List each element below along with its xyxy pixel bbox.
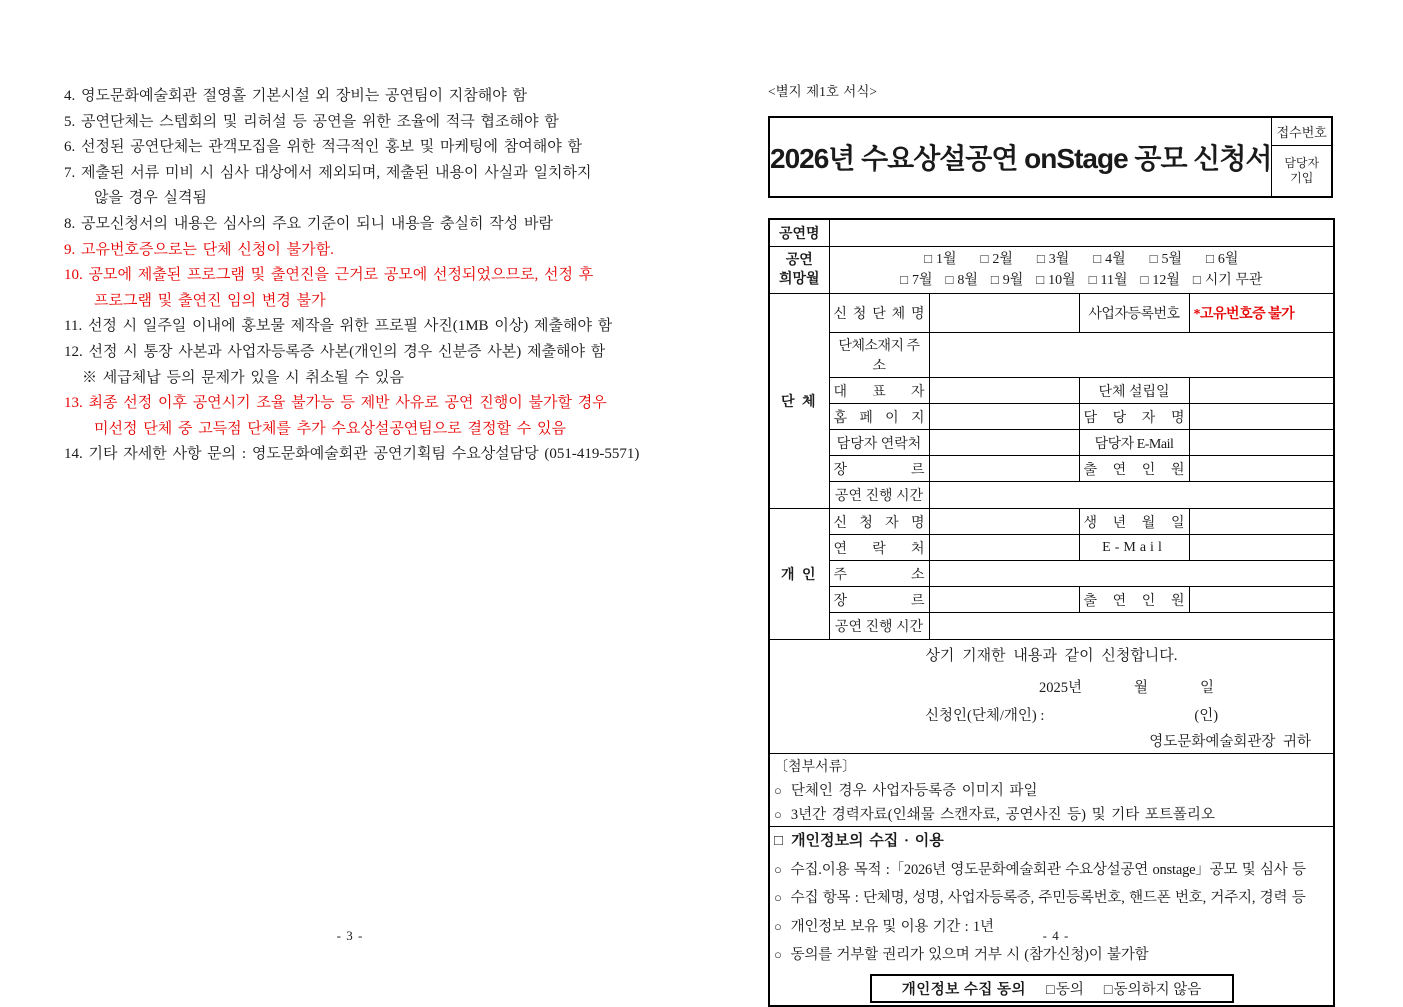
org-homepage-input[interactable]	[929, 404, 1079, 430]
checkbox-icon: □	[1046, 982, 1055, 998]
privacy-item	[774, 886, 1329, 907]
list-item: 11. 선정 시 일주일 이내에 홍보물 제작을 위한 프로필 사진(1MB 이상) 제출해야 함	[64, 318, 613, 335]
org-manager-label: 담 당 자 명	[1079, 404, 1189, 430]
wish-month-label	[769, 247, 829, 294]
month-label: 1월	[935, 252, 957, 267]
list-item: 5. 공연단체는 스텝회의 및 리허설 등 공연을 위한 조율에 적극 협조해야 함	[64, 113, 559, 130]
checkbox-icon: □	[924, 251, 932, 266]
circle-bullet-icon: ○	[774, 861, 782, 877]
privacy-item-text: 개인정보 보유 및 이용 기간 : 1년	[790, 918, 994, 935]
month-label: 8월	[957, 273, 978, 288]
privacy-header	[774, 829, 1329, 850]
list-item-continuation-highlighted: 프로그램 및 출연진 임의 변경 불가	[94, 292, 326, 309]
privacy-item-text: 수집 항목 : 단체명, 성명, 사업자등록증, 주민등록번호, 핸드폰 번호, 거주지, 경력 등	[790, 890, 1306, 906]
ind-address-label: 주 소	[829, 561, 929, 587]
signature-applicant-line	[774, 704, 1329, 725]
list-item: 7. 제출된 서류 미비 시 심사 대상에서 제외되며, 제출된 내용이 사실과 일치하지	[64, 164, 592, 181]
month-checkbox-mar[interactable]	[1037, 249, 1069, 270]
org-genre-input[interactable]	[929, 456, 1079, 482]
ind-birth-input[interactable]	[1189, 509, 1334, 535]
show-name-label: 공연명	[769, 219, 829, 247]
wish-month-label-line1: 공연	[785, 253, 813, 268]
privacy-item-text: 수집.이용 목적 :「2026년 영도문화예술회관 수요상설공연 onstage」공모 및 심사 등	[790, 861, 1306, 878]
circle-bullet-icon: ○	[774, 807, 782, 822]
form-annex-note: <별지 제1호 서식>	[768, 84, 877, 99]
page-3	[64, 84, 684, 468]
org-manager-input[interactable]	[1189, 404, 1334, 430]
attachment-item-text: 3년간 경력자료(인쇄물 스캔자료, 공연사진 등) 및 기타 포트폴리오	[790, 807, 1215, 823]
month-checkbox-dec[interactable]	[1141, 270, 1180, 291]
wish-month-label-line2: 희망월	[778, 272, 820, 287]
checkbox-icon: □	[1088, 272, 1097, 287]
org-biz-reg-note: *고유번호증 불가	[1189, 294, 1334, 333]
month-checkbox-sep[interactable]	[991, 270, 1023, 291]
ind-email-label: E-Mail	[1079, 535, 1189, 561]
month-label: 2월	[992, 252, 1013, 267]
month-row-2	[834, 270, 1330, 291]
list-item: 6. 선정된 공연단체는 관객모집을 위한 적극적인 홍보 및 마케팅에 참여해야 함	[64, 139, 582, 156]
org-homepage-label: 홈 페 이 지	[829, 404, 929, 430]
consent-label: 개인정보 수집 동의	[901, 982, 1027, 998]
signature-seal-mark: (인)	[1194, 708, 1219, 724]
month-checkbox-jan[interactable]	[924, 249, 956, 270]
month-label: 12월	[1152, 273, 1180, 288]
attachments-header: 〔첨부서류〕	[774, 760, 857, 775]
list-item-note: ※ 세급체납 등의 문제가 있을 시 취소될 수 있음	[82, 369, 404, 386]
form-header-right	[1272, 118, 1331, 196]
group-label-organization: 단 체	[769, 294, 829, 509]
month-label: 11월	[1100, 273, 1128, 288]
signature-date-year: 2025년	[1038, 680, 1082, 696]
attachments-block	[769, 754, 1334, 827]
consent-disagree-checkbox[interactable]	[1104, 978, 1201, 999]
group-label-individual: 개 인	[769, 509, 829, 640]
list-item: 4. 영도문화예술회관 절영홀 기본시설 외 장비는 공연팀이 지참해야 함	[64, 88, 527, 104]
checkbox-icon: □	[900, 272, 908, 287]
month-checkbox-feb[interactable]	[980, 249, 1012, 270]
ind-address-input[interactable]	[929, 561, 1334, 587]
signature-field[interactable]	[1044, 704, 1194, 725]
checkbox-icon: □	[980, 251, 989, 266]
month-label: 6월	[1217, 252, 1239, 267]
attachment-item	[774, 803, 1329, 824]
month-checkbox-may[interactable]	[1150, 249, 1182, 270]
list-item: 8. 공모신청서의 내용은 심사의 주요 기준이 되니 내용을 충실히 작성 바람	[64, 215, 553, 232]
staff-entry-cell	[1272, 146, 1331, 196]
checkbox-icon: □	[1206, 251, 1214, 266]
privacy-block	[769, 827, 1334, 1007]
org-founded-label: 단체 설립일	[1079, 378, 1189, 404]
signature-applicant-prefix: 신청인(단체/개인) :	[924, 708, 1045, 724]
list-item-highlighted: 10. 공모에 제출된 프로그램 및 출연진을 근거로 공모에 선정되었으므로, 선정 후	[64, 267, 594, 284]
list-item: 12. 선정 시 통장 사본과 사업자등록증 사본(개인의 경우 신분증 사본) 제출해야 함	[64, 343, 606, 360]
staff-entry-line1: 담당자	[1284, 156, 1320, 170]
show-name-input[interactable]	[829, 219, 1334, 247]
attachment-item-text: 단체인 경우 사업자등록증 이미지 파일	[790, 783, 1038, 799]
list-item-highlighted: 9. 고유번호증으로는 단체 신청이 불가함.	[64, 241, 334, 258]
ind-name-input[interactable]	[929, 509, 1079, 535]
consent-agree-checkbox[interactable]	[1046, 978, 1084, 999]
checkbox-icon: □	[990, 272, 999, 287]
checkbox-icon: □	[1103, 982, 1113, 998]
month-row-1	[834, 249, 1330, 270]
month-checkbox-apr[interactable]	[1093, 249, 1125, 270]
month-label: 4월	[1105, 252, 1126, 267]
list-item-continuation: 않을 경우 실격됨	[94, 190, 207, 207]
org-duration-input[interactable]	[929, 482, 1334, 509]
application-form-table	[768, 218, 1335, 1007]
list-item: 14. 기타 자세한 사항 문의 : 영도문화예술회관 공연기획팀 수요상설담당 (051-419-5571)	[64, 446, 640, 463]
ind-genre-label: 장 르	[829, 587, 929, 613]
month-label: 9월	[1002, 273, 1024, 288]
signature-date-day: 일	[1200, 680, 1215, 696]
month-checkbox-jul[interactable]	[900, 270, 932, 291]
consent-disagree-label: 동의하지 않음	[1113, 982, 1202, 998]
staff-entry-line2: 기입	[1290, 171, 1314, 185]
org-founded-input[interactable]	[1189, 378, 1334, 404]
month-checkbox-oct[interactable]	[1036, 270, 1075, 291]
org-name-input[interactable]	[929, 294, 1079, 333]
signature-date-month: 월	[1133, 680, 1148, 696]
ind-contact-input[interactable]	[929, 535, 1079, 561]
ind-duration-label: 공연 진행 시간	[829, 613, 929, 640]
attachment-item	[774, 779, 1329, 800]
signature-statement: 상기 기재한 내용과 같이 신청합니다.	[925, 648, 1178, 664]
month-label: 3월	[1048, 252, 1070, 267]
circle-bullet-icon: ○	[774, 890, 782, 905]
privacy-item	[774, 858, 1329, 879]
circle-bullet-icon: ○	[774, 947, 782, 962]
org-genre-label: 장 르	[829, 456, 929, 482]
month-label: 시기 무관	[1204, 273, 1263, 288]
month-label: 10월	[1048, 273, 1076, 288]
checkbox-icon: □	[1036, 251, 1045, 266]
list-item-continuation-highlighted: 미선정 단체 중 고득점 단체를 추가 수요상설공연팀으로 결정할 수 있음	[94, 420, 566, 437]
org-manager-email-label: 담당자 E-Mail	[1079, 430, 1189, 456]
receipt-number-label: 접수번호	[1272, 118, 1331, 146]
org-manager-email-input[interactable]	[1189, 430, 1334, 456]
month-label: 7월	[911, 273, 933, 288]
checkbox-icon: □	[945, 272, 954, 287]
page-4	[768, 80, 1340, 1007]
circle-bullet-icon: ○	[774, 783, 782, 798]
list-item-highlighted: 13. 최종 선정 이후 공연시기 조율 불가능 등 제반 사유로 공연 진행이 불가할 경우	[64, 395, 607, 412]
checkbox-icon: □	[1036, 272, 1045, 287]
org-representative-label: 대 표 자	[829, 378, 929, 404]
ind-contact-label: 연 락 처	[829, 535, 929, 561]
form-header	[768, 116, 1333, 198]
privacy-header-text: 개인정보의 수집 · 이용	[791, 833, 944, 849]
org-cast-count-label: 출 연 인 원	[1079, 456, 1189, 482]
page-number-3: - 3 -	[336, 928, 364, 943]
ind-duration-input[interactable]	[929, 613, 1334, 640]
signature-recipient: 영도문화예술회관장 귀하	[1149, 734, 1311, 750]
privacy-item	[774, 943, 1329, 964]
org-address-label: 단체소재지 주소	[829, 333, 929, 378]
signature-block	[769, 640, 1334, 754]
org-address-input[interactable]	[929, 333, 1334, 378]
signature-date	[774, 676, 1329, 697]
checkbox-icon: □	[1192, 272, 1201, 287]
checkbox-icon: □	[1140, 272, 1149, 287]
org-manager-contact-input[interactable]	[929, 430, 1079, 456]
wish-month-cell	[829, 247, 1334, 294]
circle-bullet-icon: ○	[774, 918, 782, 934]
ind-email-input[interactable]	[1189, 535, 1334, 561]
ind-genre-input[interactable]	[929, 587, 1079, 613]
page-number-4: - 4 -	[1042, 928, 1070, 943]
org-biz-reg-label: 사업자등록번호	[1079, 294, 1189, 333]
consent-box	[870, 974, 1234, 1003]
consent-agree-label: 동의	[1055, 982, 1084, 998]
org-name-label: 신 청 단 체 명	[829, 294, 929, 333]
org-manager-contact-label: 담당자 연락처	[829, 430, 929, 456]
org-representative-input[interactable]	[929, 378, 1079, 404]
month-checkbox-nov[interactable]	[1089, 270, 1128, 291]
checkbox-icon: □	[1149, 251, 1158, 266]
month-checkbox-jun[interactable]	[1206, 249, 1238, 270]
privacy-item-text: 동의를 거부할 권리가 있으며 거부 시 (참가신청)이 불가함	[790, 947, 1149, 963]
checkbox-icon: □	[1093, 251, 1102, 266]
ind-name-label: 신 청 자 명	[829, 509, 929, 535]
org-duration-label: 공연 진행 시간	[829, 482, 929, 509]
org-cast-count-input[interactable]	[1189, 456, 1334, 482]
ind-cast-count-label: 출 연 인 원	[1079, 587, 1189, 613]
month-checkbox-any[interactable]	[1193, 270, 1262, 291]
checkbox-icon: □	[774, 833, 784, 849]
ind-birth-label: 생 년 월 일	[1079, 509, 1189, 535]
month-checkbox-aug[interactable]	[945, 270, 977, 291]
month-label: 5월	[1161, 252, 1183, 267]
form-title: 2026년 수요상설공연 onStage 공모 신청서	[770, 118, 1272, 196]
ind-cast-count-input[interactable]	[1189, 587, 1334, 613]
